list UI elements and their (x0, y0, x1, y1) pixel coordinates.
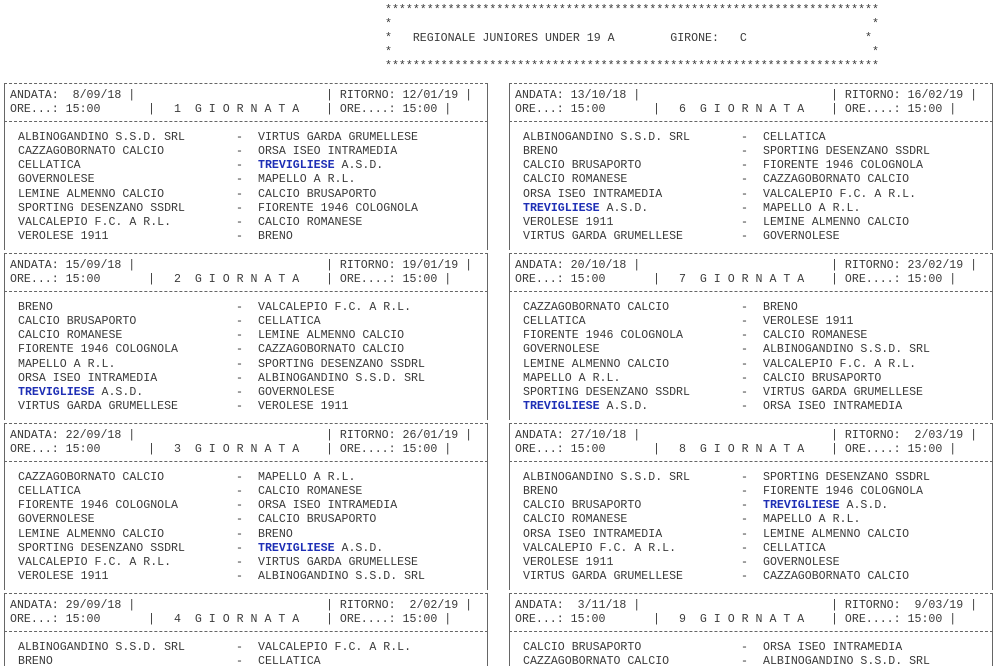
panel-top-rule (509, 593, 993, 594)
match-dash: - (741, 527, 748, 541)
panel-header-rule (4, 461, 488, 462)
ore-andata: ORE...: 15:00 (10, 443, 101, 456)
giornata-separator: | (148, 273, 155, 286)
ritorno-date: | RITORNO: 23/02/19 | (831, 259, 978, 272)
panel-header-rule (4, 631, 488, 632)
match-home-team: LEMINE ALMENNO CALCIO (523, 357, 670, 371)
match-home-team: ORSA ISEO INTRAMEDIA (523, 187, 663, 201)
panel-header-rule (509, 631, 993, 632)
match-dash: - (741, 230, 748, 244)
match-dash: - (741, 655, 748, 669)
match-dash: - (236, 513, 243, 527)
match-away-team: MAPELLO A R.L. (763, 201, 861, 215)
match-home-team: SPORTING DESENZANO SSDRL (523, 385, 690, 399)
match-dash: - (236, 215, 243, 229)
match-home-team: VALCALEPIO F.C. A R.L. (523, 541, 677, 555)
panel-right-border (487, 253, 488, 420)
ore-andata: ORE...: 15:00 (515, 443, 606, 456)
panel-right-border (992, 423, 993, 590)
match-home-team: ALBINOGANDINO S.S.D. SRL (18, 641, 185, 654)
match-dash: - (236, 230, 243, 244)
panel-right-border (992, 253, 993, 420)
match-dash: - (236, 357, 243, 371)
giornata-title: 4 G I O R N A T A (174, 613, 300, 626)
match-home-team: BRENO (523, 145, 558, 159)
round-panel (509, 253, 993, 420)
match-home-team: ALBINOGANDINO S.S.D. SRL (523, 471, 690, 484)
match-away-team: ALBINOGANDINO S.S.D. SRL (258, 570, 425, 584)
match-dash: - (741, 555, 748, 569)
match-home-team: GOVERNOLESE (523, 343, 600, 357)
match-away-team: TREVIGLIESE A.S.D. (763, 499, 889, 513)
ore-andata: ORE...: 15:00 (515, 273, 606, 286)
match-home-team: VALCALEPIO F.C. A R.L. (18, 555, 172, 569)
match-away-team: MAPELLO A R.L. (258, 471, 356, 484)
match-home-team: CAZZAGOBORNATO CALCIO (523, 655, 670, 669)
match-home-team: MAPELLO A R.L. (18, 357, 116, 371)
match-home-team: CALCIO ROMANESE (18, 329, 123, 343)
match-home-team: VEROLESE 1911 (523, 555, 614, 569)
ritorno-date: | RITORNO: 2/03/19 | (831, 429, 978, 442)
panel-left-border (509, 83, 510, 250)
header-stars-top: *********************************************************************** (385, 4, 879, 17)
match-away-team: BRENO (763, 301, 798, 314)
highlight-team-name: TREVIGLIESE (18, 385, 95, 399)
match-away-team: LEMINE ALMENNO CALCIO (763, 215, 910, 229)
panel-header-rule (4, 121, 488, 122)
match-home-team: CALCIO BRUSAPORTO (523, 641, 642, 654)
giornata-title: 9 G I O R N A T A (679, 613, 805, 626)
giornata-title: 1 G I O R N A T A (174, 103, 300, 116)
match-dash: - (236, 315, 243, 329)
match-dash: - (236, 400, 243, 414)
match-away-team: CALCIO ROMANESE (258, 215, 363, 229)
match-dash: - (741, 145, 748, 159)
panel-header-rule (509, 291, 993, 292)
highlight-team-name: TREVIGLIESE (258, 159, 335, 173)
panel-right-border (992, 593, 993, 666)
match-dash: - (236, 343, 243, 357)
match-home-team: VALCALEPIO F.C. A R.L. (18, 215, 172, 229)
andata-date: ANDATA: 29/09/18 | (10, 599, 136, 612)
panel-right-border (487, 83, 488, 250)
ore-andata: ORE...: 15:00 (10, 103, 101, 116)
giornata-separator: | (653, 613, 660, 626)
ore-andata: ORE...: 15:00 (515, 613, 606, 626)
match-dash: - (236, 145, 243, 159)
giornata-separator: | (653, 443, 660, 456)
panel-right-border (487, 593, 488, 666)
match-dash: - (741, 201, 748, 215)
match-home-team: LEMINE ALMENNO CALCIO (18, 187, 165, 201)
match-home-team: VEROLESE 1911 (18, 230, 109, 244)
match-away-team: CELLATICA (763, 541, 826, 555)
match-home-team: SPORTING DESENZANO SSDRL (18, 541, 185, 555)
ore-ritorno: | ORE....: 15:00 | (326, 103, 452, 116)
giornata-title: 2 G I O R N A T A (174, 273, 300, 286)
match-away-team: CALCIO BRUSAPORTO (763, 371, 882, 385)
giornata-separator: | (148, 613, 155, 626)
match-away-team: CELLATICA (258, 655, 321, 669)
match-away-team: BRENO (258, 527, 293, 541)
ore-ritorno: | ORE....: 15:00 | (831, 613, 957, 626)
match-home-team: CALCIO ROMANESE (523, 513, 628, 527)
match-away-team: VIRTUS GARDA GRUMELLESE (258, 555, 419, 569)
panel-top-rule (4, 253, 488, 254)
match-away-team: MAPELLO A R.L. (763, 513, 861, 527)
giornata-separator: | (148, 443, 155, 456)
match-home-team: MAPELLO A R.L. (523, 371, 621, 385)
match-home-team: CALCIO BRUSAPORTO (18, 315, 137, 329)
match-away-team: ORSA ISEO INTRAMEDIA (763, 641, 903, 654)
giornata-title: 7 G I O R N A T A (679, 273, 805, 286)
round-panel (4, 83, 488, 250)
match-away-team: CELLATICA (258, 315, 321, 329)
panel-header-rule (4, 291, 488, 292)
match-dash: - (741, 343, 748, 357)
match-home-team: BRENO (523, 485, 558, 499)
match-home-team: VIRTUS GARDA GRUMELLESE (523, 230, 684, 244)
match-home-team: VEROLESE 1911 (18, 570, 109, 584)
match-dash: - (236, 201, 243, 215)
panel-left-border (4, 83, 5, 250)
match-away-team: CAZZAGOBORNATO CALCIO (763, 173, 910, 187)
match-away-team: MAPELLO A R.L. (258, 173, 356, 187)
match-away-team: FIORENTE 1946 COLOGNOLA (763, 159, 924, 173)
match-home-team: VIRTUS GARDA GRUMELLESE (523, 570, 684, 584)
match-dash: - (236, 329, 243, 343)
match-away-team: CALCIO ROMANESE (763, 329, 868, 343)
header-title-line: * REGIONALE JUNIORES UNDER 19 A GIRONE: C * (385, 32, 873, 45)
ore-andata: ORE...: 15:00 (10, 273, 101, 286)
match-home-team: CAZZAGOBORNATO CALCIO (18, 471, 165, 484)
match-home-team: CALCIO BRUSAPORTO (523, 499, 642, 513)
match-away-team: SPORTING DESENZANO SSDRL (763, 145, 930, 159)
match-away-team: CELLATICA (763, 131, 826, 144)
panel-left-border (4, 593, 5, 666)
match-home-team: ALBINOGANDINO S.S.D. SRL (18, 131, 185, 144)
ritorno-date: | RITORNO: 2/02/19 | (326, 599, 473, 612)
highlight-team-name: TREVIGLIESE (523, 201, 600, 215)
giornata-title: 3 G I O R N A T A (174, 443, 300, 456)
match-away-team: VEROLESE 1911 (763, 315, 854, 329)
match-away-team: VALCALEPIO F.C. A R.L. (258, 641, 412, 654)
match-dash: - (236, 641, 243, 654)
match-home-team: GOVERNOLESE (18, 513, 95, 527)
match-home-team: SPORTING DESENZANO SSDRL (18, 201, 185, 215)
match-home-team: VIRTUS GARDA GRUMELLESE (18, 400, 179, 414)
match-home-team: CAZZAGOBORNATO CALCIO (523, 301, 670, 314)
ore-ritorno: | ORE....: 15:00 | (831, 273, 957, 286)
match-home-team: CALCIO ROMANESE (523, 173, 628, 187)
match-home-team: ORSA ISEO INTRAMEDIA (523, 527, 663, 541)
match-dash: - (236, 541, 243, 555)
match-away-team: FIORENTE 1946 COLOGNOLA (763, 485, 924, 499)
match-dash: - (236, 555, 243, 569)
andata-date: ANDATA: 3/11/18 | (515, 599, 641, 612)
ore-andata: ORE...: 15:00 (515, 103, 606, 116)
panel-left-border (4, 253, 5, 420)
highlight-team-name: TREVIGLIESE (258, 541, 335, 555)
ritorno-date: | RITORNO: 19/01/19 | (326, 259, 473, 272)
match-dash: - (741, 371, 748, 385)
giornata-title: 6 G I O R N A T A (679, 103, 805, 116)
match-away-team: CALCIO BRUSAPORTO (258, 187, 377, 201)
panel-right-border (487, 423, 488, 590)
ritorno-date: | RITORNO: 9/03/19 | (831, 599, 978, 612)
match-dash: - (236, 371, 243, 385)
match-dash: - (741, 131, 748, 144)
match-dash: - (741, 173, 748, 187)
match-home-team: ALBINOGANDINO S.S.D. SRL (523, 131, 690, 144)
match-dash: - (236, 187, 243, 201)
match-dash: - (741, 641, 748, 654)
round-panel (4, 593, 488, 669)
match-away-team: GOVERNOLESE (258, 385, 335, 399)
match-dash: - (741, 215, 748, 229)
match-home-team: CELLATICA (523, 315, 586, 329)
match-away-team: VALCALEPIO F.C. A R.L. (258, 301, 412, 314)
andata-date: ANDATA: 27/10/18 | (515, 429, 641, 442)
header-stars-bottom: *********************************************************************** (385, 60, 879, 73)
match-dash: - (236, 499, 243, 513)
match-away-team: CAZZAGOBORNATO CALCIO (763, 570, 910, 584)
match-dash: - (741, 159, 748, 173)
match-dash: - (741, 400, 748, 414)
match-away-team: VIRTUS GARDA GRUMELLESE (258, 131, 419, 144)
ritorno-date: | RITORNO: 12/01/19 | (326, 89, 473, 102)
match-dash: - (236, 485, 243, 499)
match-home-team: CELLATICA (18, 159, 81, 173)
match-home-team: GOVERNOLESE (18, 173, 95, 187)
match-dash: - (236, 173, 243, 187)
panel-left-border (509, 423, 510, 590)
ore-ritorno: | ORE....: 15:00 | (326, 443, 452, 456)
andata-date: ANDATA: 15/09/18 | (10, 259, 136, 272)
header-box (385, 4, 879, 74)
match-away-team: GOVERNOLESE (763, 555, 840, 569)
panel-left-border (509, 253, 510, 420)
giornata-separator: | (148, 103, 155, 116)
match-dash: - (741, 541, 748, 555)
ore-ritorno: | ORE....: 15:00 | (326, 273, 452, 286)
match-away-team: ALBINOGANDINO S.S.D. SRL (763, 655, 930, 669)
giornata-separator: | (653, 273, 660, 286)
panel-top-rule (509, 423, 993, 424)
andata-date: ANDATA: 8/09/18 | (10, 89, 136, 102)
match-away-team: BRENO (258, 230, 293, 244)
panel-header-rule (509, 121, 993, 122)
match-away-team: VIRTUS GARDA GRUMELLESE (763, 385, 924, 399)
match-home-team: LEMINE ALMENNO CALCIO (18, 527, 165, 541)
ore-ritorno: | ORE....: 15:00 | (831, 443, 957, 456)
match-away-team: CAZZAGOBORNATO CALCIO (258, 343, 405, 357)
match-dash: - (236, 471, 243, 484)
match-home-team: TREVIGLIESE A.S.D. (18, 385, 144, 399)
match-home-team: CAZZAGOBORNATO CALCIO (18, 145, 165, 159)
match-away-team: SPORTING DESENZANO SSDRL (763, 471, 930, 484)
match-away-team: LEMINE ALMENNO CALCIO (258, 329, 405, 343)
match-away-team: FIORENTE 1946 COLOGNOLA (258, 201, 419, 215)
match-away-team: VALCALEPIO F.C. A R.L. (763, 357, 917, 371)
match-away-team: VEROLESE 1911 (258, 400, 349, 414)
match-dash: - (741, 385, 748, 399)
round-panel (509, 83, 993, 250)
panel-left-border (509, 593, 510, 666)
match-dash: - (741, 499, 748, 513)
match-away-team: CALCIO ROMANESE (258, 485, 363, 499)
match-dash: - (236, 159, 243, 173)
andata-date: ANDATA: 22/09/18 | (10, 429, 136, 442)
match-dash: - (236, 570, 243, 584)
panel-top-rule (4, 593, 488, 594)
ore-ritorno: | ORE....: 15:00 | (831, 103, 957, 116)
giornata-title: 8 G I O R N A T A (679, 443, 805, 456)
match-away-team: ALBINOGANDINO S.S.D. SRL (763, 343, 930, 357)
giornata-separator: | (653, 103, 660, 116)
match-dash: - (741, 357, 748, 371)
round-panel (509, 593, 993, 669)
match-away-team: ORSA ISEO INTRAMEDIA (258, 145, 398, 159)
match-dash: - (741, 329, 748, 343)
match-dash: - (741, 301, 748, 314)
highlight-team-name: TREVIGLIESE (523, 400, 600, 414)
match-dash: - (741, 187, 748, 201)
match-home-team: CALCIO BRUSAPORTO (523, 159, 642, 173)
ore-andata: ORE...: 15:00 (10, 613, 101, 626)
match-home-team: BRENO (18, 301, 53, 314)
match-home-team: VEROLESE 1911 (523, 215, 614, 229)
match-dash: - (741, 570, 748, 584)
ore-ritorno: | ORE....: 15:00 | (326, 613, 452, 626)
match-dash: - (741, 471, 748, 484)
match-dash: - (741, 315, 748, 329)
match-home-team: TREVIGLIESE A.S.D. (523, 400, 649, 414)
match-home-team: FIORENTE 1946 COLOGNOLA (18, 343, 179, 357)
panel-top-rule (4, 423, 488, 424)
match-dash: - (236, 131, 243, 144)
match-home-team: ORSA ISEO INTRAMEDIA (18, 371, 158, 385)
round-panel (4, 253, 488, 420)
match-home-team: FIORENTE 1946 COLOGNOLA (523, 329, 684, 343)
match-dash: - (236, 655, 243, 669)
match-dash: - (741, 485, 748, 499)
match-home-team: TREVIGLIESE A.S.D. (523, 201, 649, 215)
highlight-team-name: TREVIGLIESE (763, 499, 840, 513)
panel-right-border (992, 83, 993, 250)
match-away-team: ALBINOGANDINO S.S.D. SRL (258, 371, 425, 385)
match-away-team: VALCALEPIO F.C. A R.L. (763, 187, 917, 201)
ritorno-date: | RITORNO: 26/01/19 | (326, 429, 473, 442)
panel-top-rule (4, 83, 488, 84)
header-blank-line: * * (385, 46, 879, 59)
panel-left-border (4, 423, 5, 590)
panel-top-rule (509, 253, 993, 254)
match-home-team: BRENO (18, 655, 53, 669)
match-away-team: SPORTING DESENZANO SSDRL (258, 357, 425, 371)
match-dash: - (236, 527, 243, 541)
panel-header-rule (509, 461, 993, 462)
match-away-team: TREVIGLIESE A.S.D. (258, 159, 384, 173)
match-away-team: CALCIO BRUSAPORTO (258, 513, 377, 527)
andata-date: ANDATA: 20/10/18 | (515, 259, 641, 272)
panel-top-rule (509, 83, 993, 84)
match-home-team: FIORENTE 1946 COLOGNOLA (18, 499, 179, 513)
match-dash: - (236, 301, 243, 314)
match-away-team: ORSA ISEO INTRAMEDIA (258, 499, 398, 513)
header-blank-line: * * (385, 18, 879, 31)
match-away-team: GOVERNOLESE (763, 230, 840, 244)
andata-date: ANDATA: 13/10/18 | (515, 89, 641, 102)
match-away-team: LEMINE ALMENNO CALCIO (763, 527, 910, 541)
match-home-team: CELLATICA (18, 485, 81, 499)
ritorno-date: | RITORNO: 16/02/19 | (831, 89, 978, 102)
match-dash: - (236, 385, 243, 399)
match-away-team: TREVIGLIESE A.S.D. (258, 541, 384, 555)
match-away-team: ORSA ISEO INTRAMEDIA (763, 400, 903, 414)
round-panel (509, 423, 993, 590)
match-dash: - (741, 513, 748, 527)
round-panel (4, 423, 488, 590)
